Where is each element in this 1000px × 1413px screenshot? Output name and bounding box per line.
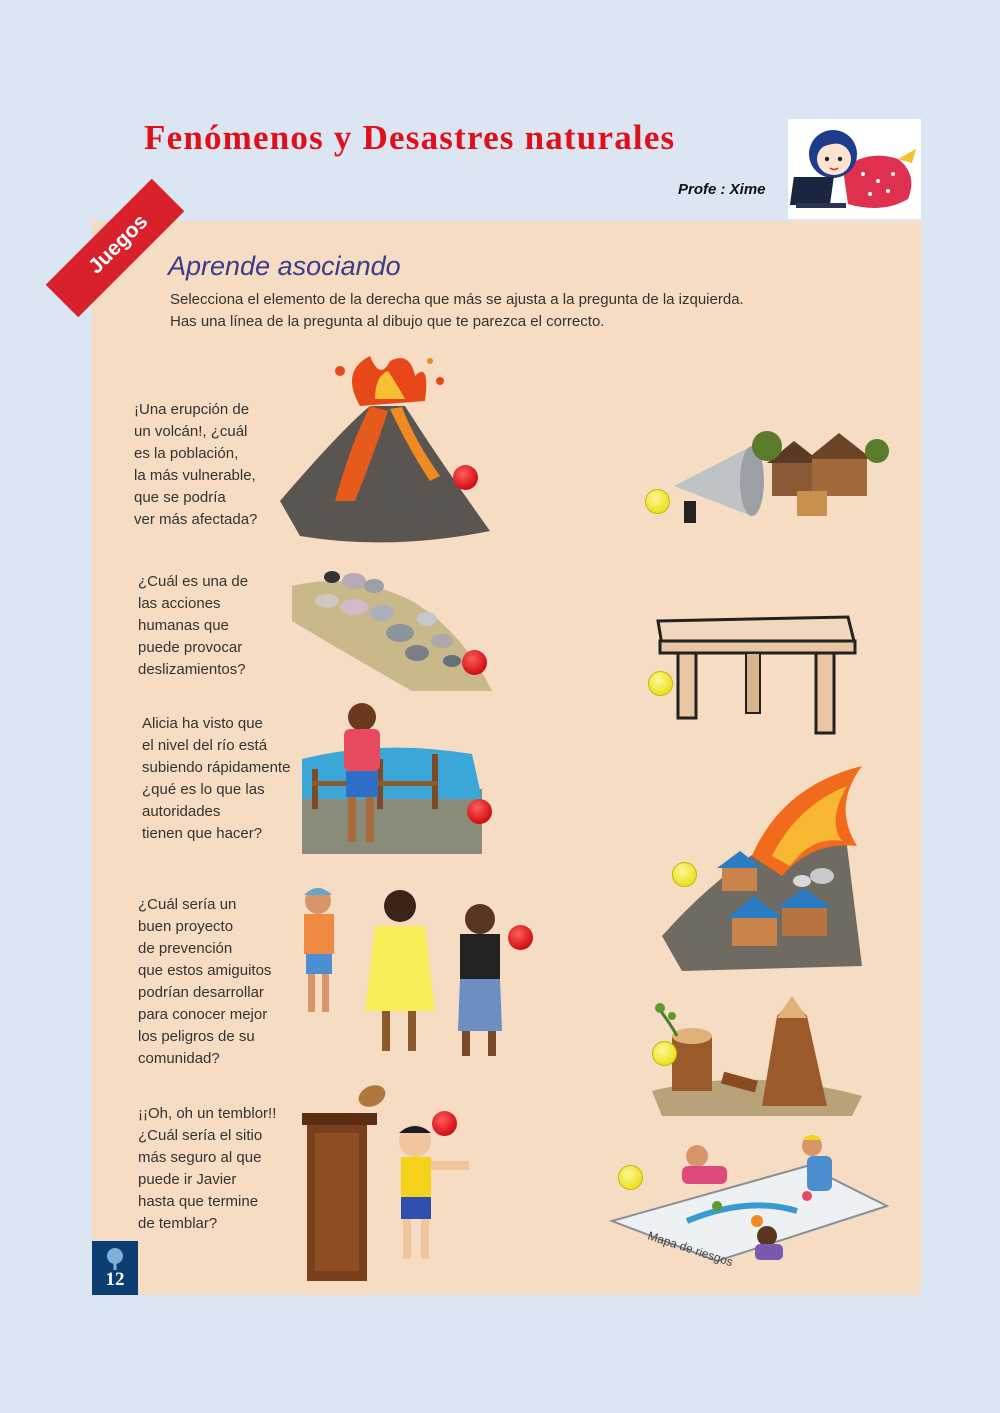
author-label: Profe : Xime: [678, 181, 766, 198]
answer-dot-red[interactable]: [508, 925, 533, 950]
megaphone-houses-illustration: [672, 421, 887, 531]
answer-dot-yellow[interactable]: [645, 489, 670, 514]
table-illustration: [658, 611, 858, 746]
answer-dot-red[interactable]: [432, 1111, 457, 1136]
question-volcano: ¡Una erupción de un volcán!, ¿cuál es la población, la más vulnerable, que se podría ver más afectada?: [134, 401, 258, 528]
girl-laptop-icon: [788, 119, 921, 219]
answer-dot-red[interactable]: [462, 650, 487, 675]
section-title: Aprende asociando: [168, 251, 401, 281]
answer-dot-red[interactable]: [467, 799, 492, 824]
question-earthquake: ¡¡Oh, oh un temblor!! ¿Cuál sería el sitio más seguro al que puede ir Javier hasta que termine de temblar?: [138, 1105, 277, 1232]
question-river: Alicia ha visto que el nivel del río está subiendo rápidamente ¿qué es lo que las autoridades tienen que hacer?: [142, 715, 291, 842]
map-label: Mapa de riesgos: [646, 1228, 735, 1270]
deforestation-illustration: [652, 996, 862, 1116]
volcano-illustration: [280, 351, 500, 551]
page-number: 12: [105, 1269, 125, 1290]
worksheet-page: [84, 209, 921, 1295]
question-project: ¿Cuál sería un buen proyecto de prevención que estos amiguitos podrían desarrollar para conocer mejor los peligros de su comunidad?: [138, 896, 272, 1067]
page-title: Fenómenos y Desastres naturales: [144, 118, 676, 157]
games-ribbon: Juegos: [46, 179, 185, 318]
page-number-box: [92, 1241, 138, 1295]
instruction-line: Has una línea de la pregunta al dibujo que te parezca el correcto.: [170, 313, 605, 330]
answer-dot-yellow[interactable]: [652, 1041, 677, 1066]
tree-icon: [103, 1247, 127, 1271]
answer-dot-yellow[interactable]: [648, 671, 673, 696]
children-illustration: [290, 881, 530, 1071]
answer-dot-red[interactable]: [453, 465, 478, 490]
earthquake-illustration: [297, 1071, 477, 1286]
question-landslide: ¿Cuál es una de las acciones humanas que puede provocar deslizamientos?: [138, 573, 249, 678]
answer-dot-yellow[interactable]: [618, 1165, 643, 1190]
instruction-line: Selecciona el elemento de la derecha que más se ajusta a la pregunta de la izquierda.: [170, 291, 744, 308]
risk-map-illustration: [607, 1126, 892, 1270]
teacher-logo: [788, 119, 921, 219]
river-illustration: [282, 699, 492, 869]
answer-dot-yellow[interactable]: [672, 862, 697, 887]
instructions: [170, 289, 744, 333]
landslide-illustration: [292, 561, 502, 696]
